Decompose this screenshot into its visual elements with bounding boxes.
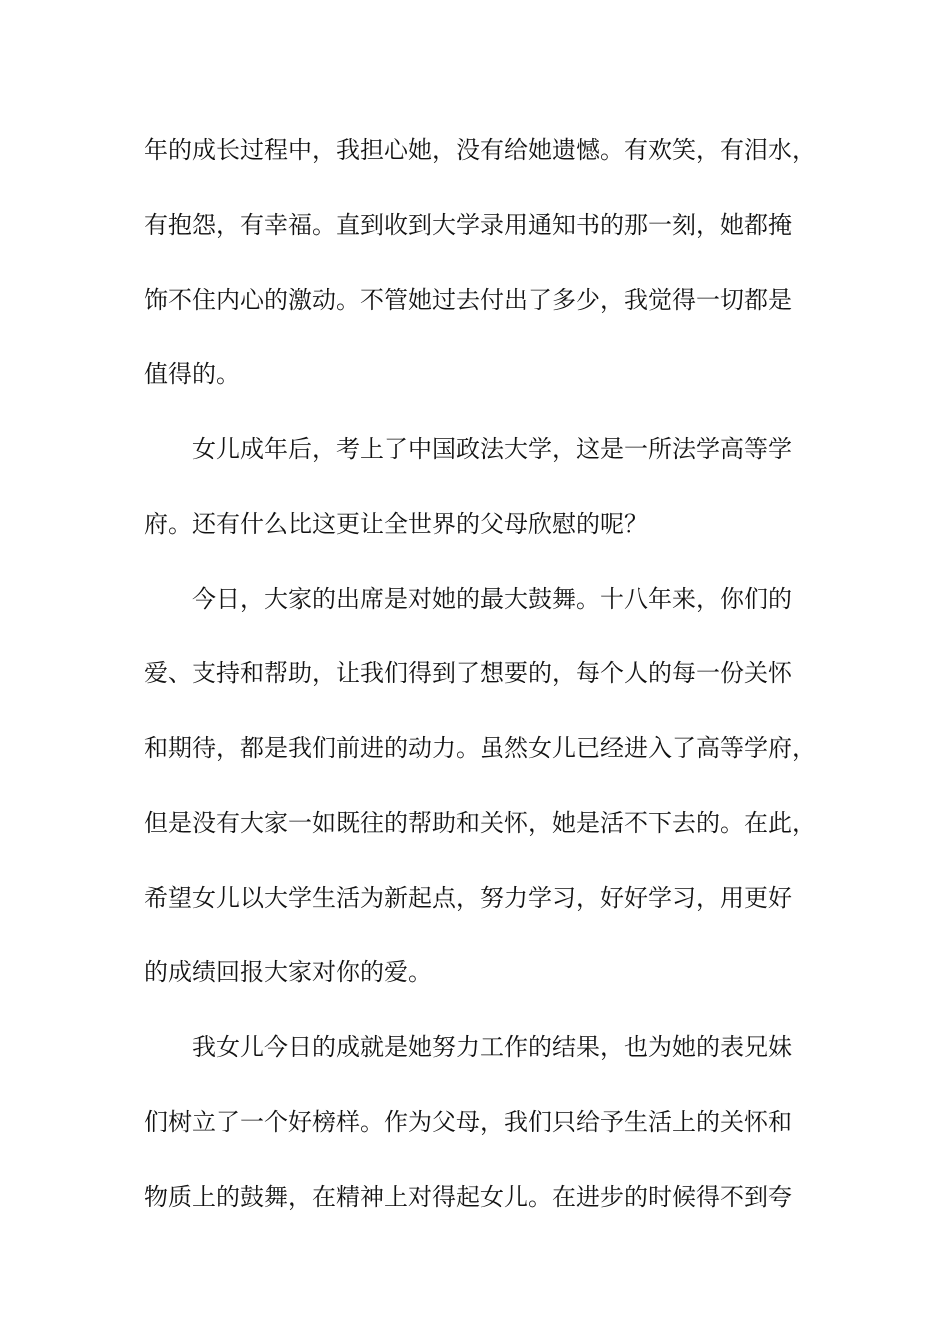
text-line: 们树立了一个好榜样。作为父母，我们只给予生活上的关怀和 xyxy=(144,1108,792,1136)
text-line: 但是没有大家一如既往的帮助和关怀，她是活不下去的。在此， xyxy=(144,809,816,837)
text-line: 有抱怨，有幸福。直到收到大学录用通知书的那一刻，她都掩 xyxy=(144,211,792,239)
text-line: 希望女儿以大学生活为新起点，努力学习，好好学习，用更好 xyxy=(144,884,792,912)
text-line: 爱、支持和帮助，让我们得到了想要的，每个人的每一份关怀 xyxy=(144,659,792,687)
paragraph-first-line: 我女儿今日的成就是她努力工作的结果，也为她的表兄妹 xyxy=(192,1033,792,1061)
paragraph-first-line: 女儿成年后，考上了中国政法大学，这是一所法学高等学 xyxy=(192,435,792,463)
text-line: 物质上的鼓舞，在精神上对得起女儿。在进步的时候得不到夸 xyxy=(144,1183,792,1211)
text-line: 饰不住内心的激动。不管她过去付出了多少，我觉得一切都是 xyxy=(144,286,792,314)
text-line: 府。还有什么比这更让全世界的父母欣慰的呢？ xyxy=(144,510,648,538)
text-line: 年的成长过程中，我担心她，没有给她遗憾。有欢笑，有泪水， xyxy=(144,136,816,164)
text-line: 的成绩回报大家对你的爱。 xyxy=(144,958,432,986)
text-line: 和期待，都是我们前进的动力。虽然女儿已经进入了高等学府， xyxy=(144,734,816,762)
text-line: 值得的。 xyxy=(144,360,240,388)
paragraph-first-line: 今日，大家的出席是对她的最大鼓舞。十八年来，你们的 xyxy=(192,585,792,613)
